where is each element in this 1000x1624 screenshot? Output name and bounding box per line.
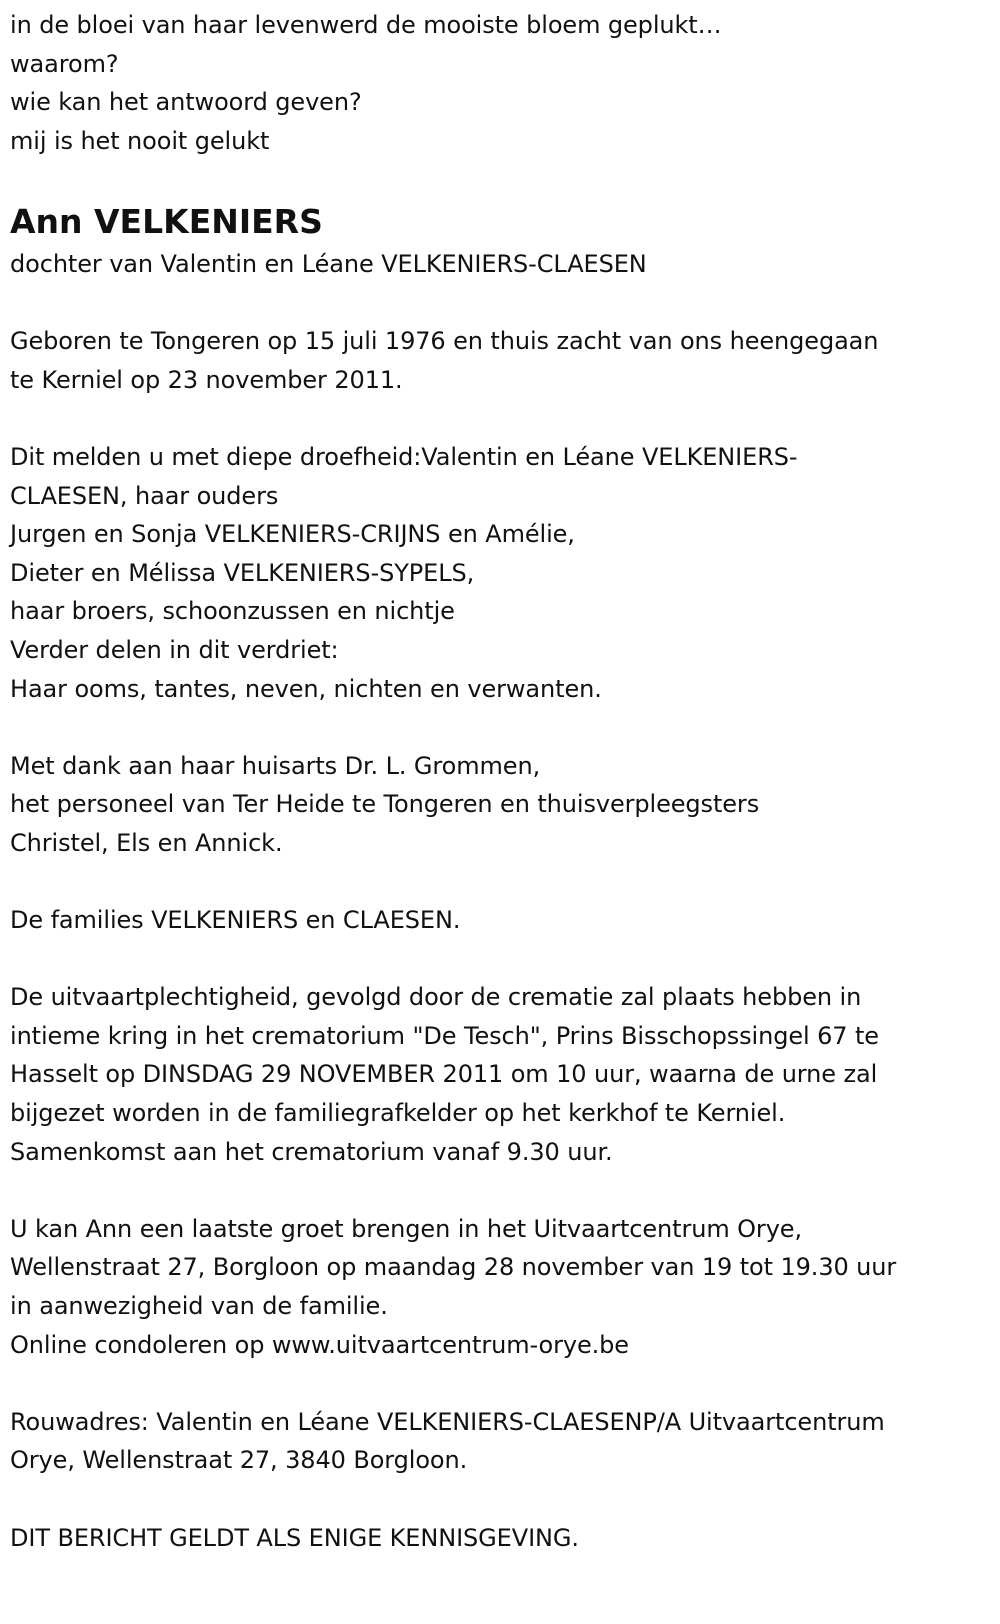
body-paragraphs — [10, 284, 1000, 1558]
spacer — [10, 940, 1000, 979]
poem-line: wie kan het antwoord geven? — [10, 88, 362, 117]
spacer — [10, 1171, 1000, 1210]
paragraph — [10, 1403, 1000, 1480]
paragraph-line: De families VELKENIERS en CLAESEN. — [10, 906, 461, 935]
paragraph-line: intieme kring in het crematorium "De Tesch", Prins Bisschopssingel 67 te — [10, 1021, 879, 1050]
paragraph — [10, 1210, 1000, 1364]
paragraph-line: Hasselt op DINSDAG 29 NOVEMBER 2011 om 10 uur, waarna de urne zal — [10, 1060, 878, 1089]
spacer — [10, 1480, 1000, 1519]
paragraph — [10, 438, 1000, 708]
paragraph-line: U kan Ann een laatste groet brengen in het Uitvaartcentrum Orye, — [10, 1214, 802, 1243]
paragraph-line: Rouwadres: Valentin en Léane VELKENIERS-CLAESENP/A Uitvaartcentrum — [10, 1407, 885, 1436]
paragraph-line: Dieter en Mélissa VELKENIERS-SYPELS, — [10, 558, 475, 587]
paragraph-line: De uitvaartplechtigheid, gevolgd door de crematie zal plaats hebben in — [10, 983, 862, 1012]
paragraph-line: Online condoleren op www.uitvaartcentrum-orye.be — [10, 1330, 629, 1359]
paragraph — [10, 322, 1000, 399]
paragraph-line: Dit melden u met diepe droefheid:Valentin en Léane VELKENIERS- — [10, 442, 798, 471]
paragraph-line: Samenkomst aan het crematorium vanaf 9.30 uur. — [10, 1137, 613, 1166]
paragraph-line: in aanwezigheid van de familie. — [10, 1292, 388, 1320]
paragraph — [10, 901, 1000, 940]
paragraph-line: Verder delen in dit verdriet: — [10, 635, 339, 664]
paragraph-line: Jurgen en Sonja VELKENIERS-CRIJNS en Amélie, — [10, 520, 575, 549]
spacer — [10, 708, 1000, 747]
paragraph-line: het personeel van Ter Heide te Tongeren en thuisverpleegsters — [10, 790, 760, 819]
poem — [10, 6, 1000, 160]
spacer — [10, 862, 1000, 901]
spacer — [10, 160, 1000, 199]
spacer — [10, 1364, 1000, 1403]
poem-line: in de bloei van haar levenwerd de mooiste bloem geplukt… — [10, 11, 722, 39]
spacer — [10, 399, 1000, 438]
paragraph-line: haar broers, schoonzussen en nichtje — [10, 597, 455, 626]
paragraph-line: te Kerniel op 23 november 2011. — [10, 365, 403, 394]
paragraph-line: Met dank aan haar huisarts Dr. L. Grommen, — [10, 751, 541, 780]
deceased-name: Ann VELKENIERS — [10, 201, 323, 241]
paragraph-line: Orye, Wellenstraat 27, 3840 Borgloon. — [10, 1446, 468, 1475]
paragraph-line: Geboren te Tongeren op 15 juli 1976 en thuis zacht van ons heengegaan — [10, 327, 879, 356]
paragraph — [10, 1519, 1000, 1558]
paragraph-line: Haar ooms, tantes, neven, nichten en verwanten. — [10, 674, 602, 703]
paragraph-line: Christel, Els en Annick. — [10, 828, 283, 857]
paragraph-line: CLAESEN, haar ouders — [10, 481, 279, 510]
poem-line: waarom? — [10, 49, 119, 78]
paragraph-line: Wellenstraat 27, Borgloon op maandag 28 november van 19 tot 19.30 uur — [10, 1253, 897, 1282]
subtitle: dochter van Valentin en Léane VELKENIERS-CLAESEN — [10, 249, 647, 278]
paragraph-line: DIT BERICHT GELDT ALS ENIGE KENNISGEVING. — [10, 1523, 579, 1552]
paragraph — [10, 978, 1000, 1171]
paragraph — [10, 747, 1000, 863]
spacer — [10, 284, 1000, 323]
paragraph-line: bijgezet worden in de familiegrafkelder op het kerkhof te Kerniel. — [10, 1099, 786, 1128]
poem-line: mij is het nooit gelukt — [10, 126, 270, 155]
